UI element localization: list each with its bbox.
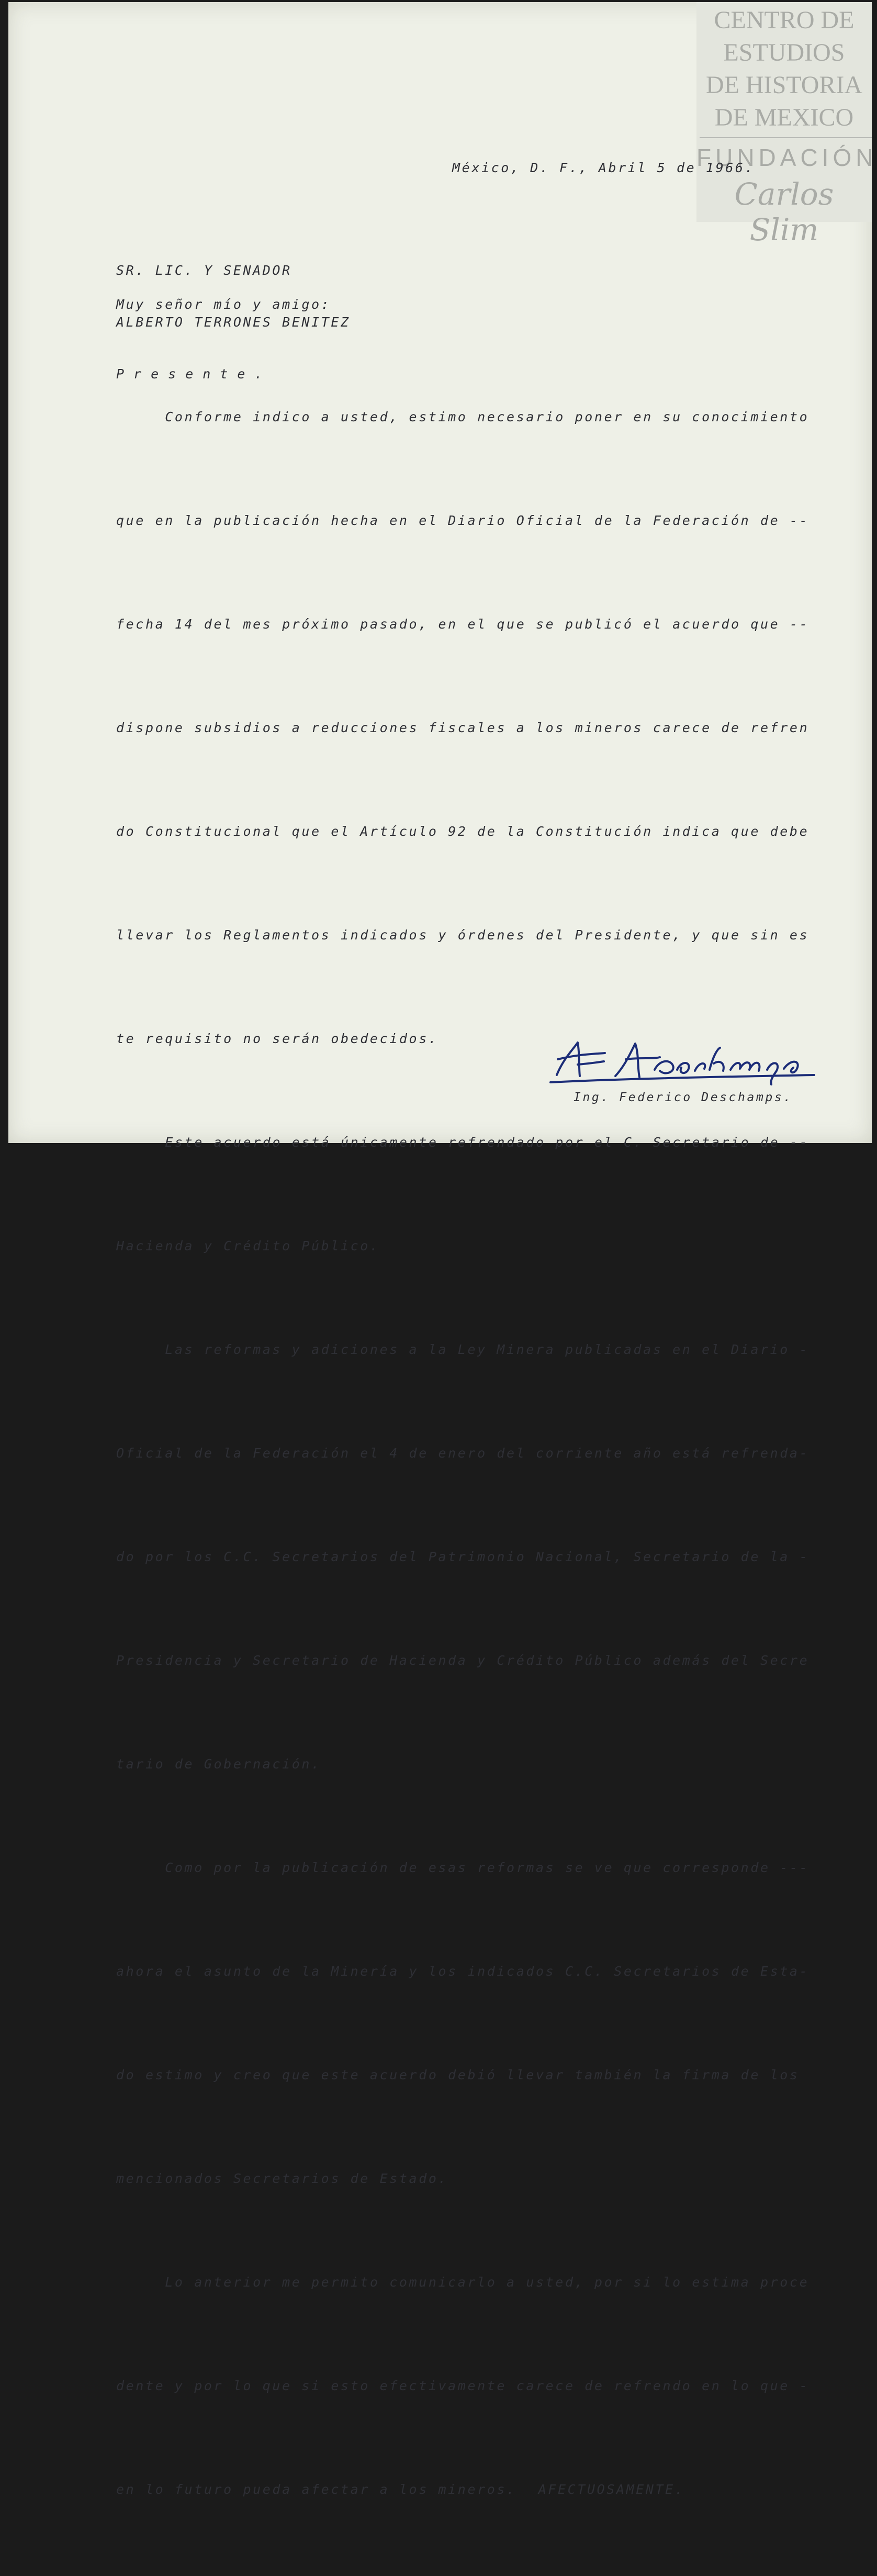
stamp-line: ESTUDIOS — [723, 39, 845, 66]
stamp-line: DE MEXICO — [714, 104, 854, 131]
body-line: Presidencia y Secretario de Hacienda y Crédito Público además del Secre — [116, 1653, 809, 1668]
body-line: Este acuerdo está únicamente refrendado por el C. Secretario de -- — [116, 1135, 809, 1150]
body-line: Conforme indico a usted, estimo necesario poner en su conocimiento — [116, 409, 809, 424]
signer-name: Ing. Federico Deschamps. — [574, 1091, 793, 1104]
recipient-name: ALBERTO TERRONES BENITEZ — [116, 315, 351, 330]
stamp-signature-logo: Carlos Slim — [734, 176, 834, 248]
body-line: dispone subsidios a reducciones fiscales a los mineros carece de refren — [116, 720, 809, 735]
body-line: te requisito no serán obedecidos. — [116, 1031, 438, 1046]
body-line: dente y por lo que si esto efectivamente carece de refrendo en lo que - — [116, 2378, 809, 2393]
recipient-title: SR. LIC. Y SENADOR — [116, 263, 292, 278]
stamp-line: CENTRO DE — [714, 6, 854, 34]
body-line: do estimo y creo que este acuerdo debió llevar también la firma de los — [116, 2067, 800, 2082]
body-line: fecha 14 del mes próximo pasado, en el que se publicó el acuerdo que -- — [116, 617, 809, 632]
body-line: Lo anterior me permito comunicarlo a usted, por si lo estima proce — [116, 2275, 809, 2290]
recipient-presente: Presente. — [116, 366, 272, 382]
body-line: tario de Gobernación. — [116, 1756, 321, 1772]
letter-page — [8, 2, 877, 2497]
stamp-institution — [696, 4, 872, 134]
body-line: llevar los Reglamentos indicados y órdenes del Presidente, y que sin es — [116, 927, 809, 943]
handwritten-signature — [547, 1038, 819, 1085]
body-line: mencionados Secretarios de Estado. — [116, 2171, 448, 2186]
body-line-text: en lo futuro pueda afectar a los mineros. — [116, 2482, 516, 2497]
body-line: do Constitucional que el Artículo 92 de la Constitución indica que debe — [116, 824, 809, 839]
stamp-foundation: FUNDACIÓN — [696, 144, 877, 171]
letter-date: México, D. F., Abril 5 de 1966. — [452, 160, 755, 175]
body-line: Como por la publicación de esas reformas se ve que corresponde --- — [116, 1860, 809, 1875]
closing: AFECTUOSAMENTE. — [538, 2482, 685, 2497]
body-line: ahora el asunto de la Minería y los indicados C.C. Secretarios de Esta- — [116, 1964, 809, 1979]
body-line: do por los C.C. Secretarios del Patrimonio Nacional, Secretario de la - — [116, 1549, 809, 1564]
salutation: Muy señor mío y amigo: — [116, 297, 331, 312]
archive-stamp — [696, 2, 877, 248]
body-line-last — [116, 2472, 809, 2507]
body-line: Oficial de la Federación el 4 de enero del corriente año está refrenda- — [116, 1446, 809, 1461]
stamp-line: DE HISTORIA — [705, 71, 863, 99]
stamp-divider — [700, 137, 872, 138]
body-line: Hacienda y Crédito Público. — [116, 1238, 380, 1253]
letter-body — [116, 331, 809, 2576]
body-line: Las reformas y adiciones a la Ley Minera publicadas en el Diario - — [116, 1342, 809, 1357]
body-line: que en la publicación hecha en el Diario Oficial de la Federación de -- — [116, 513, 809, 528]
